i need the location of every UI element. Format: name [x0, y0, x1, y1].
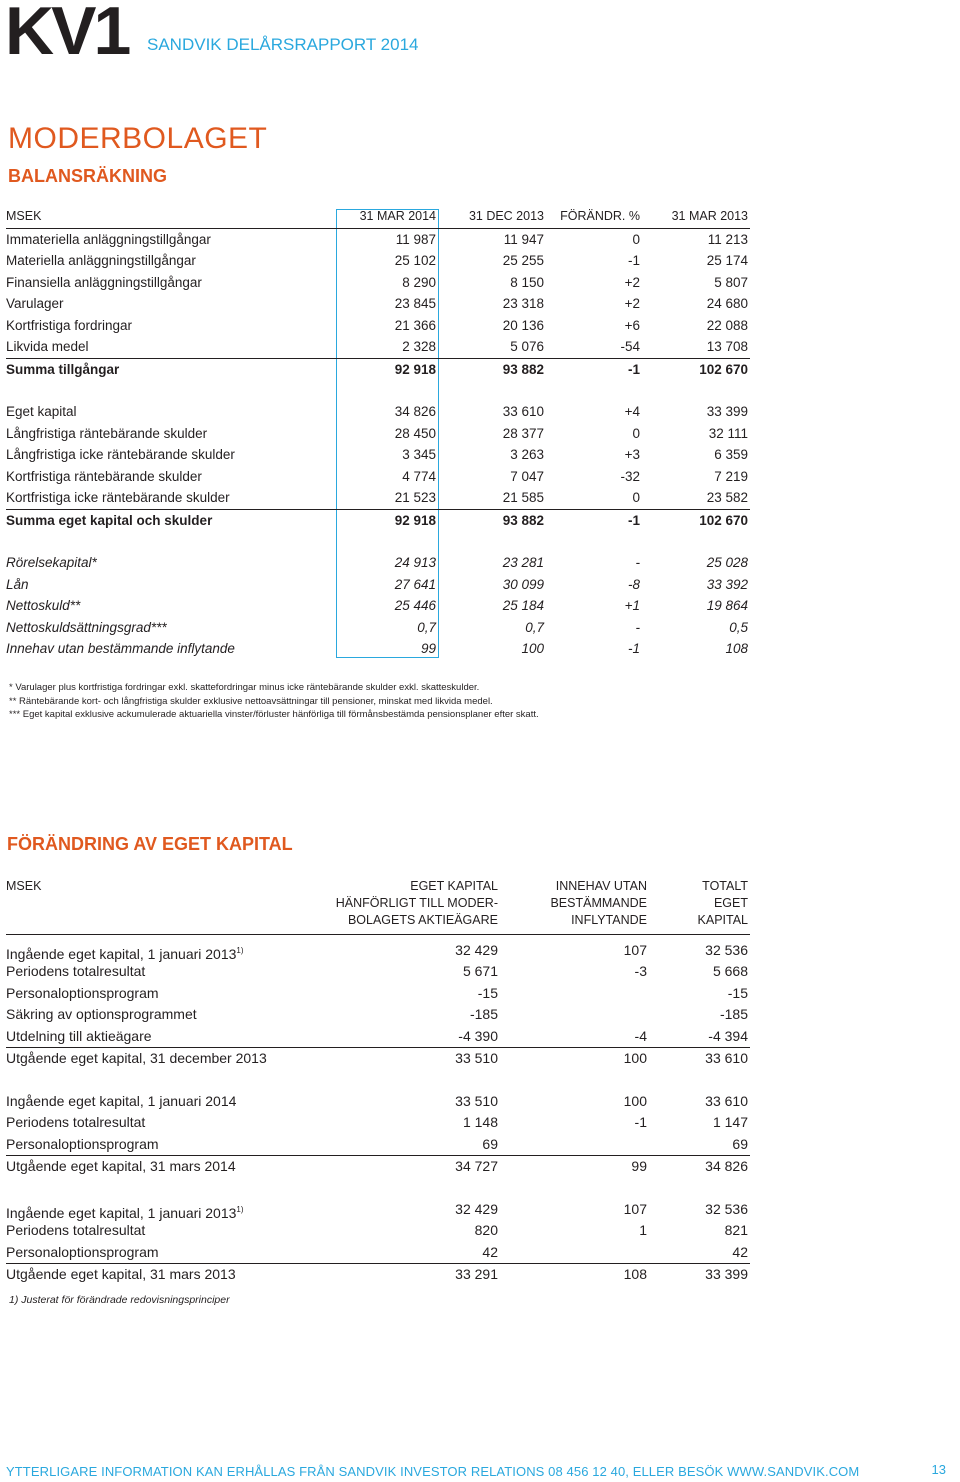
page-number: 13 [931, 1462, 946, 1477]
header-msek: MSEK [6, 209, 42, 223]
cell: 0 [632, 425, 640, 441]
cell: -4 394 [708, 1027, 748, 1044]
row-label: Lån [6, 576, 29, 592]
cell: 13 708 [706, 339, 748, 354]
cell: 27 641 [394, 576, 436, 592]
cell: 2 328 [402, 339, 436, 354]
cell: 23 582 [706, 490, 748, 505]
header-totalt [698, 878, 748, 929]
row-label-text: Ingående eget kapital, 1 januari 2013 [6, 1204, 237, 1221]
row-label: Periodens totalresultat [6, 1222, 146, 1239]
section-title-forandring: FÖRÄNDRING AV EGET KAPITAL [7, 834, 293, 854]
row-label: Personaloptionsprogram [6, 1135, 159, 1152]
cell: -1 [627, 641, 640, 656]
equity-footnote: 1) Justerat för förändrade redovisningsprinciper [9, 1294, 230, 1306]
cell: 99 [420, 641, 436, 656]
cell: +1 [624, 598, 640, 613]
cell: 21 366 [394, 317, 436, 333]
footer-text: YTTERLIGARE INFORMATION KAN ERHÅLLAS FRÅN SANDVIK INVESTOR RELATIONS 08 456 12 40, ELLER BESÖK WWW.SANDVIK.COM [6, 1464, 860, 1479]
cell: 0 [632, 490, 640, 505]
row-label: Summa eget kapital och skulder [6, 512, 213, 528]
report-logo: KV1 [5, 0, 129, 69]
header-line: EGET [713, 896, 748, 910]
row-label: Innehav utan bestämmande inflytande [6, 641, 235, 656]
table-row [6, 940, 750, 961]
header-line: INFLYTANDE [571, 913, 647, 927]
balance-sheet-table [6, 206, 750, 660]
cell: 24 913 [394, 555, 436, 570]
row-label-text: Ingående eget kapital, 1 januari 2013 [6, 946, 237, 962]
sum-row [6, 509, 750, 532]
cell: 107 [623, 942, 647, 958]
cell: 5 076 [510, 339, 544, 354]
cell: +6 [624, 317, 640, 333]
row-label: Långfristiga icke räntebärande skulder [6, 447, 235, 462]
cell: 1 147 [712, 1114, 748, 1131]
cell: 69 [732, 1135, 748, 1152]
cell: 100 [623, 1049, 647, 1066]
table-row [6, 401, 750, 423]
cell: 8 290 [402, 274, 436, 290]
row-label: Personaloptionsprogram [6, 1243, 159, 1260]
cell: 32 536 [705, 942, 748, 958]
row-label: Eget kapital [6, 404, 77, 419]
cell: 3 345 [402, 447, 436, 462]
table-row [6, 487, 750, 509]
row-label: Utgående eget kapital, 31 mars 2013 [6, 1266, 236, 1283]
cell: +3 [624, 447, 640, 462]
row-label: Varulager [6, 296, 64, 311]
cell: 23 281 [502, 555, 544, 570]
cell: 102 670 [699, 512, 748, 528]
cell: 5 668 [712, 963, 748, 980]
cell: 33 510 [455, 1092, 498, 1109]
cell: 820 [474, 1222, 498, 1239]
cell: 33 610 [705, 1049, 748, 1066]
balance-footnotes [9, 681, 539, 722]
table-row [6, 1242, 750, 1263]
cell: +2 [624, 274, 640, 290]
cell: -1 [634, 1114, 647, 1131]
cell: 34 826 [705, 1158, 748, 1175]
row-label: Immateriella anläggningstillgångar [6, 231, 211, 247]
cell: 93 882 [502, 361, 544, 377]
row-label: Nettoskuld** [6, 598, 81, 613]
cell: 25 446 [394, 598, 436, 613]
row-label: Kortfristiga icke räntebärande skulder [6, 490, 230, 505]
cell: -1 [627, 253, 640, 268]
header-line: BOLAGETS AKTIEÄGARE [347, 913, 498, 927]
table-row [6, 423, 750, 445]
table-row [6, 250, 750, 272]
cell: 107 [623, 1200, 647, 1217]
header-line: KAPITAL [697, 913, 748, 927]
cell: 42 [732, 1243, 748, 1260]
cell: 92 918 [394, 361, 436, 377]
cell: 11 947 [503, 231, 544, 247]
row-label: Säkring av optionsprogrammet [6, 1006, 197, 1023]
cell: 8 150 [510, 274, 544, 290]
cell: 24 680 [706, 296, 748, 311]
row-label: Materiella anläggningstillgångar [6, 253, 196, 268]
equity-header [6, 876, 750, 935]
row-label: Långfristiga räntebärande skulder [6, 425, 208, 441]
cell: -54 [620, 339, 640, 354]
cell: 33 392 [706, 576, 748, 592]
cell: 32 429 [455, 942, 498, 958]
header-msek: MSEK [6, 879, 42, 893]
cell: 25 174 [706, 253, 748, 268]
cell: -15 [727, 984, 748, 1001]
cell: 92 918 [394, 512, 436, 528]
row-label: Periodens totalresultat [6, 1114, 146, 1131]
cell: 7 047 [510, 468, 544, 484]
cell: -1 [627, 361, 640, 377]
cell: +2 [624, 296, 640, 311]
cell: 21 585 [502, 490, 544, 505]
cell: - [635, 555, 640, 570]
footnote-ref: 1) [236, 946, 244, 955]
spacer [6, 380, 750, 401]
table-row [6, 983, 750, 1004]
table-row [6, 1112, 750, 1133]
cell: -4 [634, 1027, 647, 1044]
table-row [6, 1004, 750, 1025]
cell: -185 [719, 1006, 748, 1023]
cell: 34 727 [455, 1158, 498, 1175]
row-label: Rörelsekapital* [6, 555, 97, 570]
table-row [6, 617, 750, 639]
cell: 0,7 [525, 619, 544, 635]
cell: 25 028 [706, 555, 748, 570]
cell: 69 [482, 1135, 498, 1152]
cell: 33 610 [502, 404, 544, 419]
cell: 0 [632, 231, 640, 247]
cell: 19 864 [706, 598, 748, 613]
header-31-mar-2014: 31 MAR 2014 [359, 209, 436, 223]
header-innehav [550, 878, 647, 929]
cell: 100 [521, 641, 544, 656]
spacer [6, 531, 750, 552]
header-31-dec-2013: 31 DEC 2013 [468, 209, 544, 223]
cell: 33 610 [705, 1092, 748, 1109]
table-row [6, 1134, 750, 1155]
cell: 34 826 [394, 404, 436, 419]
footnote: * Varulager plus kortfristiga fordringar exkl. skattefordringar minus icke räntebärande skulder exkl. skatteskulder. [9, 682, 480, 693]
table-row [6, 638, 750, 660]
cell: 32 536 [705, 1200, 748, 1217]
table-row [6, 293, 750, 315]
header-line: TOTALT [702, 879, 748, 893]
cell: -15 [477, 984, 498, 1001]
cell: 32 429 [455, 1200, 498, 1217]
table-row [6, 315, 750, 337]
table-row [6, 1220, 750, 1241]
cell: 102 670 [699, 361, 748, 377]
cell: 0,7 [417, 619, 436, 635]
cell: - [635, 619, 640, 635]
cell: 7 219 [714, 468, 748, 484]
row-label: Utgående eget kapital, 31 december 2013 [6, 1049, 267, 1066]
footnote: *** Eget kapital exklusive ackumulerade aktuariella vinster/förluster hänförliga till förmånsbestämda pensionsplaner efter skatt. [9, 709, 539, 720]
table-row [6, 444, 750, 466]
table-row [6, 574, 750, 596]
cell: 33 510 [455, 1049, 498, 1066]
total-row [6, 1047, 750, 1069]
header-line: HÄNFÖRLIGT TILL MODER- [335, 896, 498, 910]
header-line: BESTÄMMANDE [550, 896, 647, 910]
row-label: Kortfristiga fordringar [6, 317, 133, 333]
cell: 108 [623, 1266, 647, 1283]
row-label: Ingående eget kapital, 1 januari 2014 [6, 1092, 237, 1109]
row-label: Periodens totalresultat [6, 963, 146, 980]
cell: 108 [725, 641, 748, 656]
table-header-row [6, 206, 750, 229]
cell: 821 [724, 1222, 748, 1239]
table-row [6, 229, 750, 251]
cell: -8 [627, 576, 640, 592]
cell: 100 [623, 1092, 647, 1109]
cell: 28 450 [394, 425, 436, 441]
table-row [6, 1091, 750, 1112]
header-forandr: FÖRÄNDR. % [560, 209, 640, 223]
section-title-moderbolaget: MODERBOLAGET [8, 122, 268, 155]
table-row [6, 466, 750, 488]
cell: 22 088 [706, 317, 748, 333]
cell: 23 845 [394, 296, 436, 311]
cell: 33 291 [455, 1266, 498, 1283]
table-row [6, 595, 750, 617]
cell: +4 [624, 404, 640, 419]
cell: 0,5 [729, 619, 748, 635]
cell: 25 184 [502, 598, 544, 613]
row-label: Utdelning till aktieägare [6, 1027, 152, 1044]
table-row [6, 1026, 750, 1047]
spacer [6, 1069, 750, 1091]
cell: 5 807 [714, 274, 748, 290]
cell: 33 399 [706, 404, 748, 419]
spacer [6, 1177, 750, 1199]
header-line: EGET KAPITAL [410, 879, 498, 893]
table-row [6, 1199, 750, 1220]
section-subtitle-balansrakning: BALANSRÄKNING [8, 166, 167, 186]
table-row [6, 961, 750, 982]
equity-changes-table [6, 876, 750, 1285]
cell: -4 390 [458, 1027, 498, 1044]
header-eget-kapital-moder [336, 878, 498, 929]
cell: 30 099 [502, 576, 544, 592]
cell: 93 882 [502, 512, 544, 528]
total-row [6, 1263, 750, 1285]
cell: 42 [482, 1243, 498, 1260]
report-subtitle: SANDVIK DELÅRSRAPPORT 2014 [147, 35, 419, 54]
row-label: Personaloptionsprogram [6, 984, 159, 1001]
table-row [6, 272, 750, 294]
header-line: INNEHAV UTAN [555, 879, 647, 893]
cell: 20 136 [502, 317, 544, 333]
cell: 25 255 [502, 253, 544, 268]
cell: 99 [631, 1158, 647, 1175]
header-31-mar-2013: 31 MAR 2013 [671, 209, 748, 223]
total-row [6, 1155, 750, 1177]
cell: 21 523 [394, 490, 436, 505]
cell: -185 [469, 1006, 498, 1023]
row-label: Utgående eget kapital, 31 mars 2014 [6, 1158, 236, 1175]
table-row [6, 552, 750, 574]
cell: 11 213 [707, 231, 748, 247]
cell: 28 377 [502, 425, 544, 441]
cell: 32 111 [708, 425, 748, 441]
cell: -3 [634, 963, 647, 980]
row-label: Nettoskuldsättningsgrad*** [6, 619, 167, 635]
footnote-ref: 1) [236, 1204, 244, 1214]
table-row [6, 336, 750, 358]
cell: -1 [627, 512, 640, 528]
cell: 23 318 [502, 296, 544, 311]
cell: 11 987 [395, 231, 436, 247]
cell: -32 [620, 468, 640, 484]
sum-row [6, 358, 750, 381]
cell: 6 359 [714, 447, 748, 462]
cell: 4 774 [402, 468, 436, 484]
row-label: Finansiella anläggningstillgångar [6, 274, 202, 290]
cell: 33 399 [705, 1266, 748, 1283]
row-label: Kortfristiga räntebärande skulder [6, 468, 202, 484]
footnote: ** Räntebärande kort- och långfristiga skulder exklusive nettoavsättningar till pensioner, minskat med likvida medel. [9, 695, 493, 707]
cell: 1 148 [462, 1114, 498, 1131]
cell: 1 [639, 1222, 647, 1239]
cell: 25 102 [394, 253, 436, 268]
row-label: Summa tillgångar [6, 361, 120, 377]
cell: 3 263 [510, 447, 544, 462]
cell: 5 671 [462, 963, 498, 980]
row-label: Likvida medel [6, 339, 89, 354]
